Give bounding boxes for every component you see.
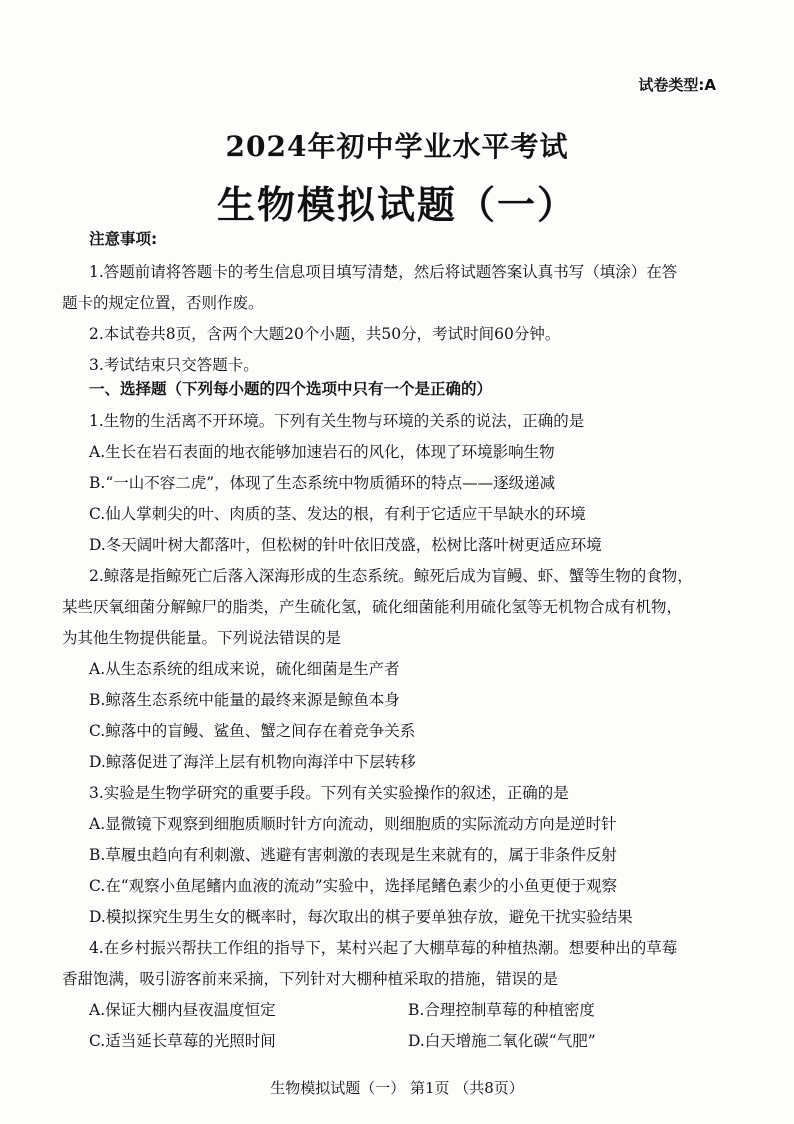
q1-option-b: B.“一山不容二虎”，体现了生态系统中物质循环的特点——逐级递减 [89,474,556,492]
q3-option-a: A.显微镜下观察到细胞质顺时针方向流动，则细胞质的实际流动方向是逆时针 [89,815,617,833]
q2-option-a: A.从生态系统的组成来说，硫化细菌是生产者 [89,660,400,678]
q4-option-a: A.保证大棚内昼夜温度恒定 [89,1001,276,1019]
exam-type-label: 试卷类型:A [638,76,716,94]
notice-item-3: 3.考试结束只交答题卡。 [89,356,259,374]
notice-item-1: 1.答题前请将答题卡的考生信息项目填写清楚，然后将试题答案认真书写（填涂）在答 [89,263,678,281]
q1-stem: 1.生物的生活离不开环境。下列有关生物与环境的关系的说法，正确的是 [89,412,585,430]
q4-option-b: B.合理控制草莓的种植密度 [408,1001,595,1019]
notice-item-1-cont: 题卡的规定位置，否则作废。 [62,294,264,312]
q1-option-a: A.生长在岩石表面的地衣能够加速岩石的风化，体现了环境影响生物 [89,443,555,461]
q3-option-b: B.草履虫趋向有利刺激、逃避有害刺激的表现是生来就有的，属于非条件反射 [89,846,617,864]
q1-option-d: D.冬天阔叶树大都落叶，但松树的针叶依旧茂盛，松树比落叶树更适应环境 [89,536,602,554]
q3-option-c: C.在“观察小鱼尾鳍内血液的流动”实验中，选择尾鳍色素少的小鱼更便于观察 [89,877,618,895]
q3-option-d: D.模拟探究生男生女的概率时，每次取出的棋子要单独存放，避免干扰实验结果 [89,908,633,926]
page-footer: 生物模拟试题（一） 第1页 （共8页） [270,1079,524,1097]
q4-option-c: C.适当延长草莓的光照时间 [89,1032,276,1050]
q2-stem-line-2: 某些厌氧细菌分解鲸尸的脂类，产生硫化氢，硫化细菌能利用硫化氢等无机物合成有机物， [62,598,683,616]
q1-option-c: C.仙人掌刺尖的叶、肉质的茎、发达的根，有利于它适应干旱缺水的环境 [89,505,586,523]
section-heading: 一、选择题（下列每小题的四个选项中只有一个是正确的） [89,380,493,398]
exam-subtitle: 生物模拟试题（一） [216,183,577,227]
q2-stem-line-3: 为其他生物提供能量。下列说法错误的是 [62,629,342,647]
notice-heading: 注意事项: [89,230,158,248]
notice-item-2: 2.本试卷共8页，含两个大题20个小题，共50分，考试时间60分钟。 [89,325,561,343]
q2-option-d: D.鲸落促进了海洋上层有机物向海洋中下层转移 [89,753,416,771]
q2-stem-line-1: 2.鲸落是指鲸死亡后落入深海形成的生态系统。鲸死后成为盲鳗、虾、蟹等生物的食物， [89,567,693,585]
q3-stem: 3.实验是生物学研究的重要手段。下列有关实验操作的叙述，正确的是 [89,784,569,802]
q4-option-d: D.白天增施二氧化碳“气肥” [408,1032,596,1050]
q4-stem-line-1: 4.在乡村振兴帮扶工作组的指导下，某村兴起了大棚草莓的种植热潮。想要种出的草莓 [89,939,678,957]
q4-stem-line-2: 香甜饱满，吸引游客前来采摘，下列针对大棚种植采取的措施，错误的是 [62,970,559,988]
q2-option-c: C.鲸落中的盲鳗、鲨鱼、蟹之间存在着竞争关系 [89,722,416,740]
q2-option-b: B.鲸落生态系统中能量的最终来源是鲸鱼本身 [89,691,400,709]
exam-title: 2024年初中学业水平考试 [225,130,569,163]
